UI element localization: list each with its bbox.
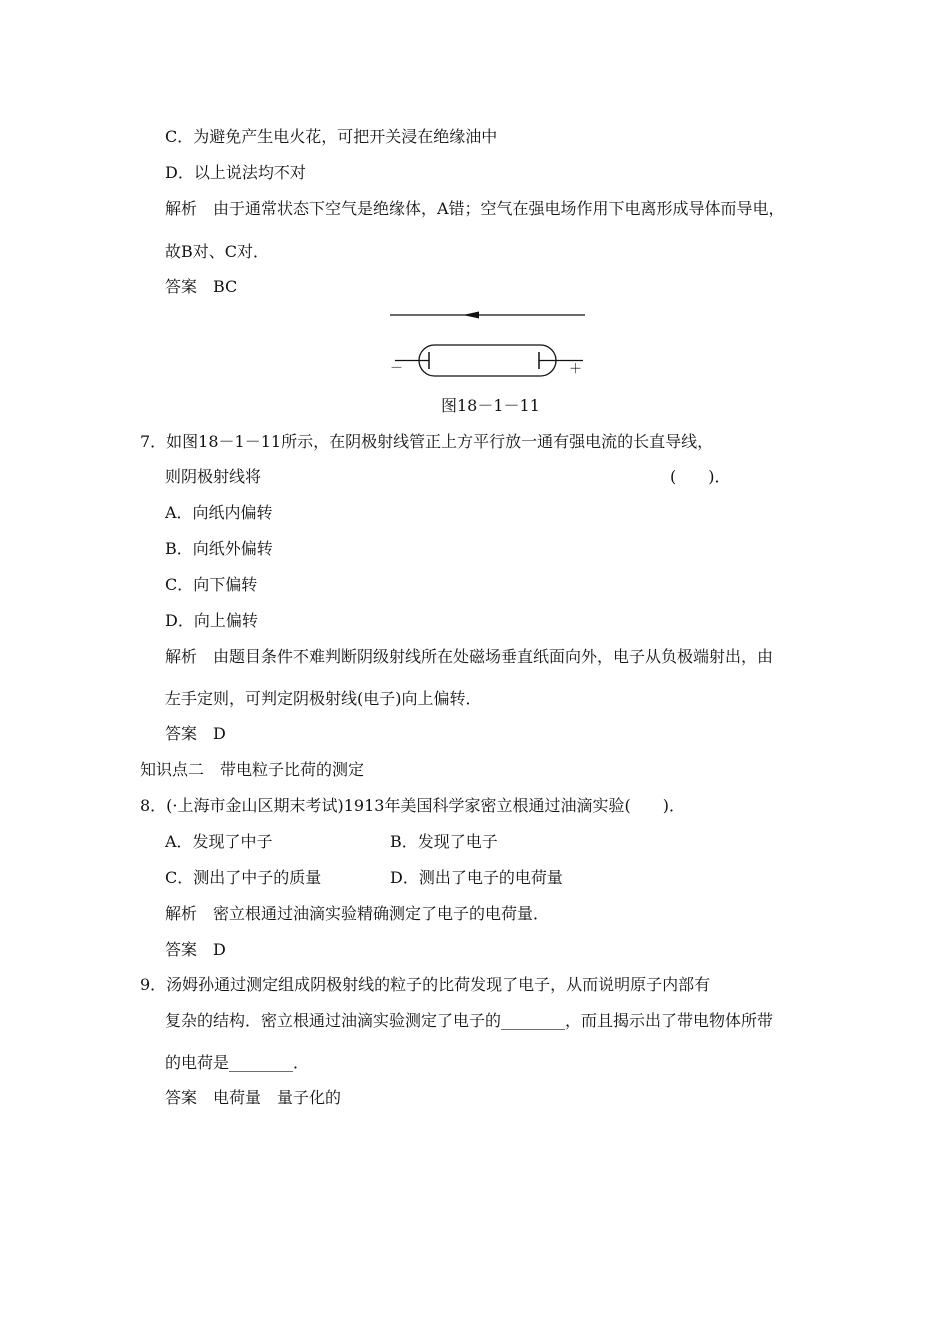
q7-answer: 答案 D <box>165 724 226 743</box>
q7-answer-bracket: ( )． <box>670 467 731 486</box>
q7-option-b: B．向纸外偏转 <box>165 539 273 558</box>
q6-option-c: C．为避免产生电火花，可把开关浸在绝缘油中 <box>165 127 498 146</box>
current-direction-arrow <box>463 312 479 319</box>
q7-stem-line-1: 7．如图18－1－11所示，在阴极射线管正上方平行放一通有强电流的长直导线， <box>140 432 714 451</box>
q8-stem: 8．(·上海市金山区期末考试)1913年美国科学家密立根通过油滴实验( )． <box>140 796 685 815</box>
q8-analysis: 解析 密立根通过油滴实验精确测定了电子的电荷量． <box>165 904 550 923</box>
plus-sign: ＋ <box>569 362 583 377</box>
q7-stem-line-2: 则阴极射线将 <box>165 467 262 486</box>
cathode-ray-tube-figure <box>385 306 590 381</box>
q9-stem-line-1: 9．汤姆孙通过测定组成阴极射线的粒子的比荷发现了电子，从而说明原子内部有 <box>140 975 711 994</box>
q9-stem-line-3: 的电荷是________． <box>165 1053 310 1072</box>
q7-analysis-line-2: 左手定则，可判定阴极射线(电子)向上偏转． <box>165 689 482 708</box>
section-heading: 知识点二 带电粒子比荷的测定 <box>140 760 365 779</box>
q7-analysis-line-1: 解析 由题目条件不难判断阴级射线所在处磁场垂直纸面向外，电子从负极端射出，由 <box>165 647 774 666</box>
q8-option-b: B．发现了电子 <box>390 832 498 851</box>
tube-body <box>419 345 556 376</box>
q8-option-c: C．测出了中子的质量 <box>165 868 322 887</box>
q9-answer: 答案 电荷量 量子化的 <box>165 1088 342 1107</box>
minus-sign: － <box>390 361 404 376</box>
q6-analysis-line-2: 故B对、C对． <box>165 242 270 261</box>
q8-option-d: D．测出了电子的电荷量 <box>390 868 563 887</box>
q6-analysis-line-1: 解析 由于通常状态下空气是绝缘体，A错；空气在强电场作用下电离形成导体而导电， <box>165 199 785 218</box>
q7-option-c: C．向下偏转 <box>165 575 258 594</box>
q6-answer: 答案 BC <box>165 277 238 296</box>
q9-stem-line-2: 复杂的结构．密立根通过油滴实验测定了电子的________，而且揭示出了带电物体所带 <box>165 1011 774 1030</box>
q8-option-a: A．发现了中子 <box>165 832 273 851</box>
q7-option-a: A．向纸内偏转 <box>165 503 273 522</box>
figure-caption: 图18－1－11 <box>441 396 540 415</box>
q7-option-d: D．向上偏转 <box>165 611 258 630</box>
q8-answer: 答案 D <box>165 940 226 959</box>
q6-option-d: D．以上说法均不对 <box>165 163 306 182</box>
